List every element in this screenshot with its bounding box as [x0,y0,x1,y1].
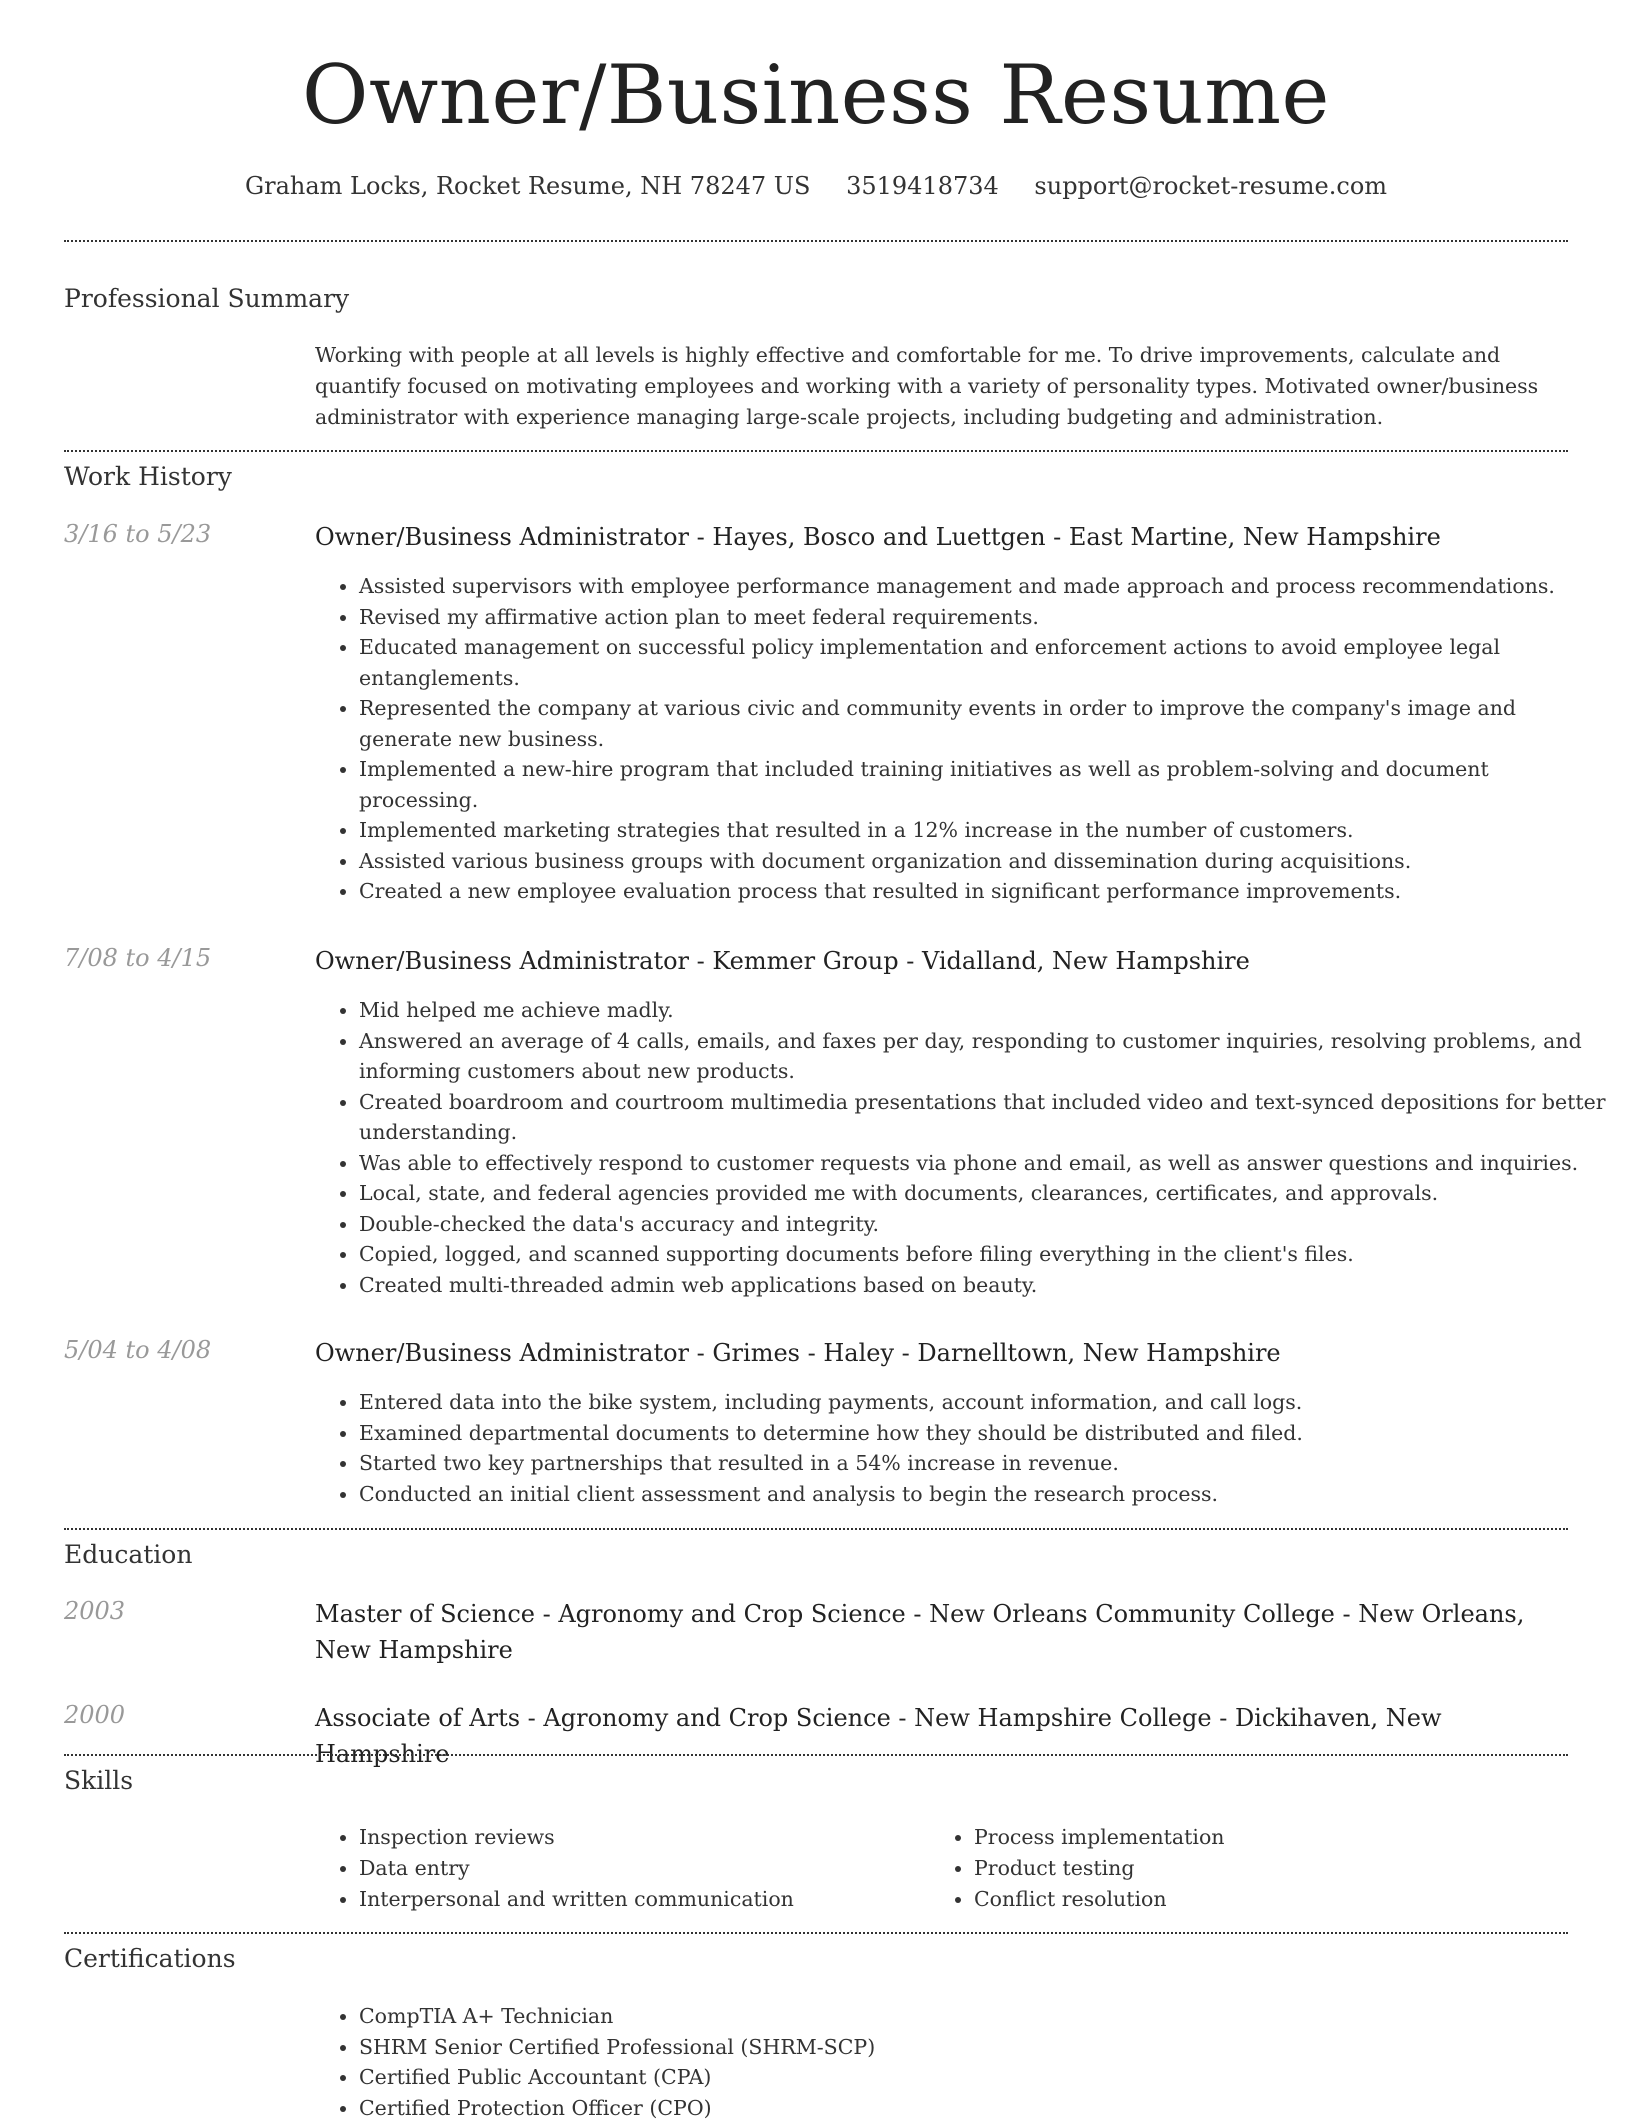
list-item: • Conflict resolution [974,1884,1604,1915]
list-item: • Interpersonal and written communication [359,1884,929,1915]
summary-heading: Professional Summary [64,284,349,313]
job-heading [315,943,1565,979]
job-title: Owner/Business Administrator [315,523,689,551]
list-item: • Answered an average of 4 calls, emails, and faxes per day, responding to customer inquiries, resolving problems, and informing customers about new products. [359,1026,1609,1087]
contact-address: Graham Locks, Rocket Resume, NH 78247 US [245,172,811,200]
job-heading [315,519,1565,555]
summary-text: Working with people at all levels is highly effective and comfortable for me. To drive improvements, calculate and quantify focused on motivating employees and working with a variety of personality types. Motivated owner/business administrator with experience managing large-scale projects, including budgeting and administration. [315,340,1565,433]
work-history-heading: Work History [64,462,232,491]
certifications-heading: Certifications [64,1944,236,1973]
education-year: 2000 [64,1701,125,1729]
job-details: - Grimes - Haley - Darnelltown, New Hampshire [689,1339,1281,1367]
section-divider [64,240,1568,242]
job-details: - Hayes, Bosco and Luettgen - East Martine, New Hampshire [689,523,1441,551]
list-item: • Assisted various business groups with document organization and dissemination during acquisitions. [359,846,1609,877]
list-item: • Implemented marketing strategies that resulted in a 12% increase in the number of customers. [359,815,1609,846]
list-item: • Was able to effectively respond to customer requests via phone and email, as well as answer questions and inquiries. [359,1148,1609,1179]
education-entry [315,1596,1565,1668]
list-item: • Created boardroom and courtroom multimedia presentations that included video and text-synced depositions for better understanding. [359,1087,1609,1148]
list-item: • Certified Protection Officer (CPO) [359,2093,1609,2123]
list-item: • SHRM Senior Certified Professional (SHRM-SCP) [359,2032,1609,2063]
list-item: • Started two key partnerships that resulted in a 54% increase in revenue. [359,1448,1609,1479]
job-heading [315,1335,1565,1371]
resume-title: Owner/Business Resume [0,52,1632,141]
job-bullets [315,1387,1609,1509]
list-item: • Conducted an initial client assessment and analysis to begin the research process. [359,1479,1609,1510]
section-divider [64,1754,1568,1756]
job-title: Owner/Business Administrator [315,947,689,975]
skills-list-left [315,1822,929,1915]
job-bullets [315,571,1609,907]
list-item: • Data entry [359,1853,929,1884]
education-details: - New Hampshire College - Dickihaven, New Hampshire [315,1704,1442,1768]
education-heading: Education [64,1540,192,1569]
list-item: • Local, state, and federal agencies provided me with documents, clearances, certificates, and approvals. [359,1178,1609,1209]
list-item: • Certified Public Accountant (CPA) [359,2062,1609,2093]
list-item: • Revised my affirmative action plan to meet federal requirements. [359,602,1609,633]
list-item: • Created multi-threaded admin web applications based on beauty. [359,1270,1609,1301]
contact-phone: 3519418734 [846,172,999,200]
certifications-list [315,2001,1609,2123]
contact-email: support@rocket-resume.com [1034,172,1387,200]
education-details: - New Orleans Community College - New Orleans, New Hampshire [315,1600,1524,1664]
list-item: • Inspection reviews [359,1822,929,1853]
job-bullets [315,995,1609,1300]
degree: Associate of Arts - Agronomy and Crop Science [315,1704,891,1732]
list-item: • CompTIA A+ Technician [359,2001,1609,2032]
list-item: • Created a new employee evaluation process that resulted in significant performance improvements. [359,876,1609,907]
list-item: • Double-checked the data's accuracy and integrity. [359,1209,1609,1240]
skills-list-right [930,1822,1604,1915]
contact-line [0,172,1632,200]
list-item: • Represented the company at various civic and community events in order to improve the company's image and generate new business. [359,693,1609,754]
job-title: Owner/Business Administrator [315,1339,689,1367]
job-dates: 3/16 to 5/23 [64,520,211,548]
list-item: • Mid helped me achieve madly. [359,995,1609,1026]
job-dates: 5/04 to 4/08 [64,1336,211,1364]
list-item: • Assisted supervisors with employee performance management and made approach and process recommendations. [359,571,1609,602]
list-item: • Product testing [974,1853,1604,1884]
skills-heading: Skills [64,1766,133,1795]
job-details: - Kemmer Group - Vidalland, New Hampshire [689,947,1250,975]
degree: Master of Science - Agronomy and Crop Science [315,1600,906,1628]
section-divider [64,1528,1568,1530]
education-entry [315,1700,1565,1772]
list-item: • Process implementation [974,1822,1604,1853]
list-item: • Examined departmental documents to determine how they should be distributed and filed. [359,1418,1609,1449]
list-item: • Copied, logged, and scanned supporting documents before filing everything in the client's files. [359,1239,1609,1270]
section-divider [64,1932,1568,1934]
list-item: • Educated management on successful policy implementation and enforcement actions to avoid employee legal entanglements. [359,632,1609,693]
education-year: 2003 [64,1597,125,1625]
section-divider [64,450,1568,452]
list-item: • Entered data into the bike system, including payments, account information, and call logs. [359,1387,1609,1418]
list-item: • Implemented a new-hire program that included training initiatives as well as problem-solving and document processing. [359,754,1609,815]
job-dates: 7/08 to 4/15 [64,944,211,972]
